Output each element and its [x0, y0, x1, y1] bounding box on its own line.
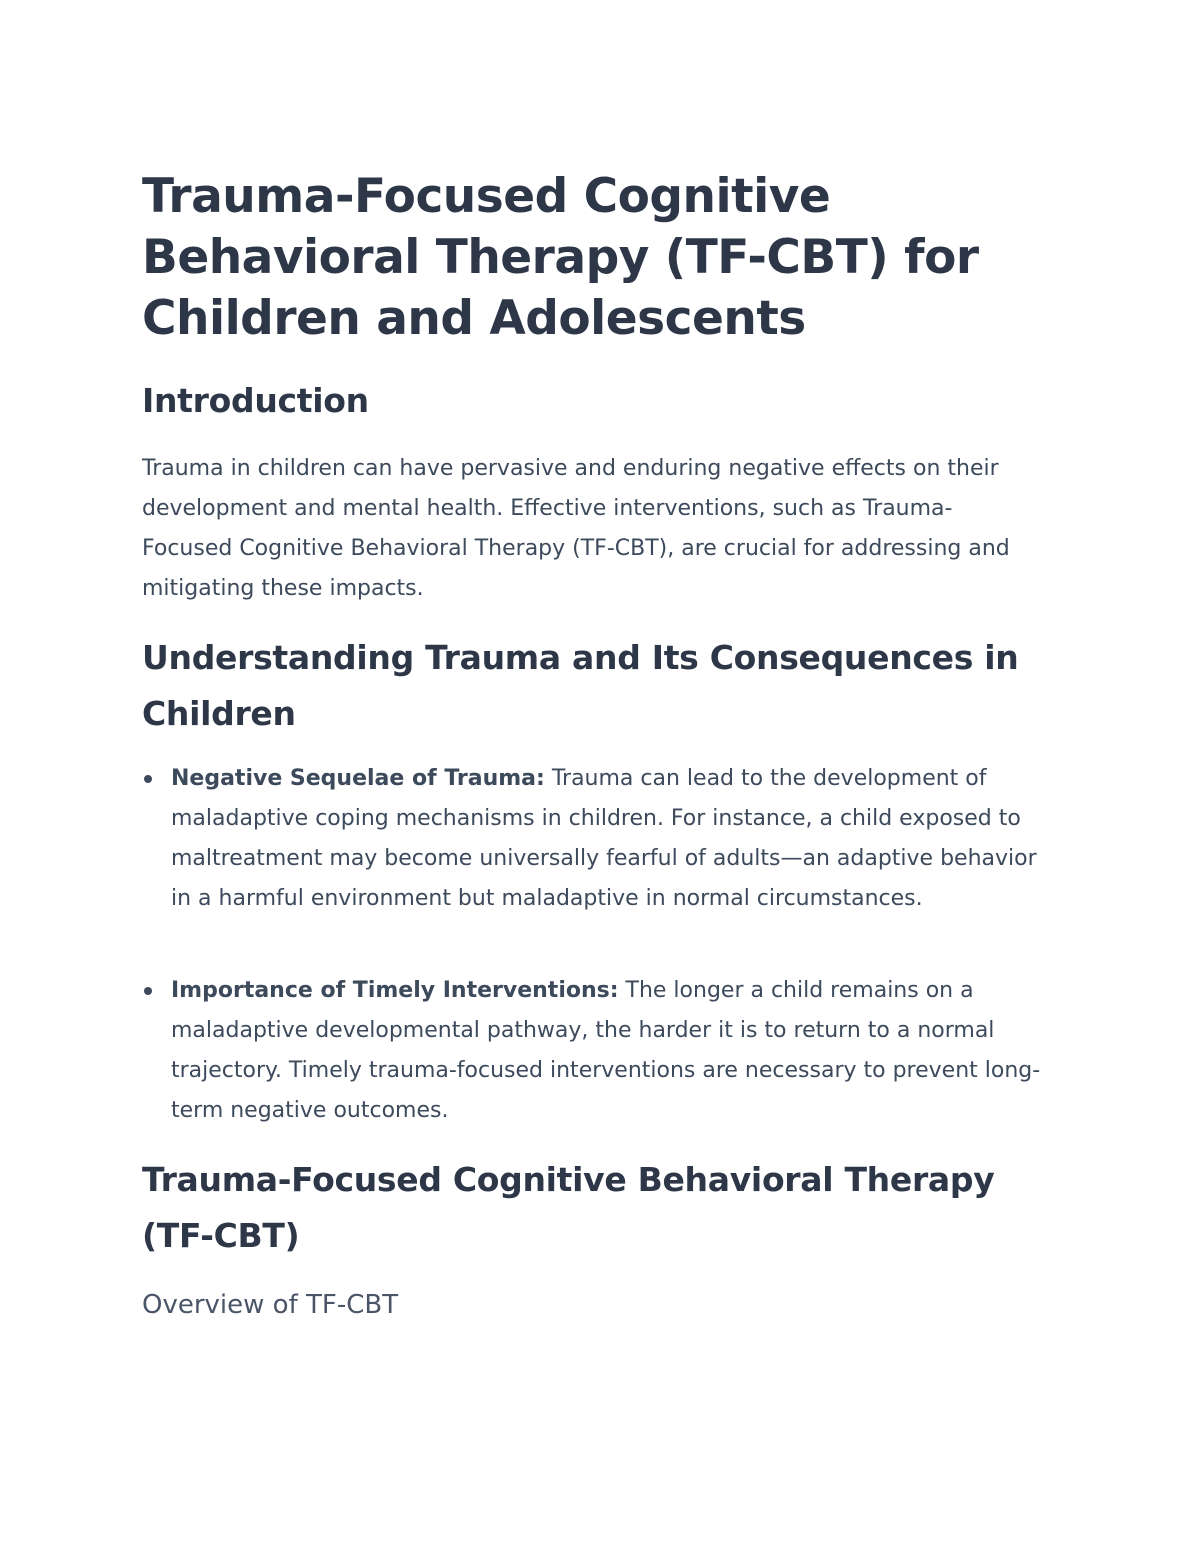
document-title: Trauma-Focused Cognitive Behavioral Therapy (TF-CBT) for Children and Adolescents: [142, 169, 979, 346]
bullet-list: [142, 971, 1057, 1131]
section-heading-introduction: Introduction: [142, 381, 369, 420]
bullet-term: Importance of Timely Interventions:: [171, 978, 619, 1003]
bullet-dot-icon: [144, 775, 152, 783]
bullet-dot-icon: [144, 987, 152, 995]
section-heading-understanding-trauma: Understanding Trauma and Its Consequences in Children: [142, 638, 1019, 733]
list-item: [142, 759, 1051, 919]
list-item: [142, 971, 1051, 1131]
introduction-paragraph: Trauma in children can have pervasive and enduring negative effects on their development and mental health. Effective interventions, such as Trauma-Focused Cognitive Behavioral Therapy (TF-CBT), are crucial for addressing and mitigating these impacts.: [142, 456, 1010, 601]
bullet-list: [142, 759, 1057, 919]
section-heading-tfcbt: Trauma-Focused Cognitive Behavioral Therapy (TF-CBT): [142, 1160, 995, 1255]
bullet-text: Trauma can lead to the development of maladaptive coping mechanisms in children. For instance, a child exposed to maltreatment may become universally fearful of adults—an adaptive behavior in a harmful environment but maladaptive in normal circumstances.: [171, 766, 1037, 911]
subsection-heading-overview: Overview of TF-CBT: [142, 1290, 399, 1320]
bullet-term: Negative Sequelae of Trauma:: [171, 766, 545, 791]
bullet-text: The longer a child remains on a maladaptive developmental pathway, the harder it is to return to a normal trajectory. Timely trauma-focused interventions are necessary to prevent long-term negative outcomes.: [171, 978, 1041, 1123]
